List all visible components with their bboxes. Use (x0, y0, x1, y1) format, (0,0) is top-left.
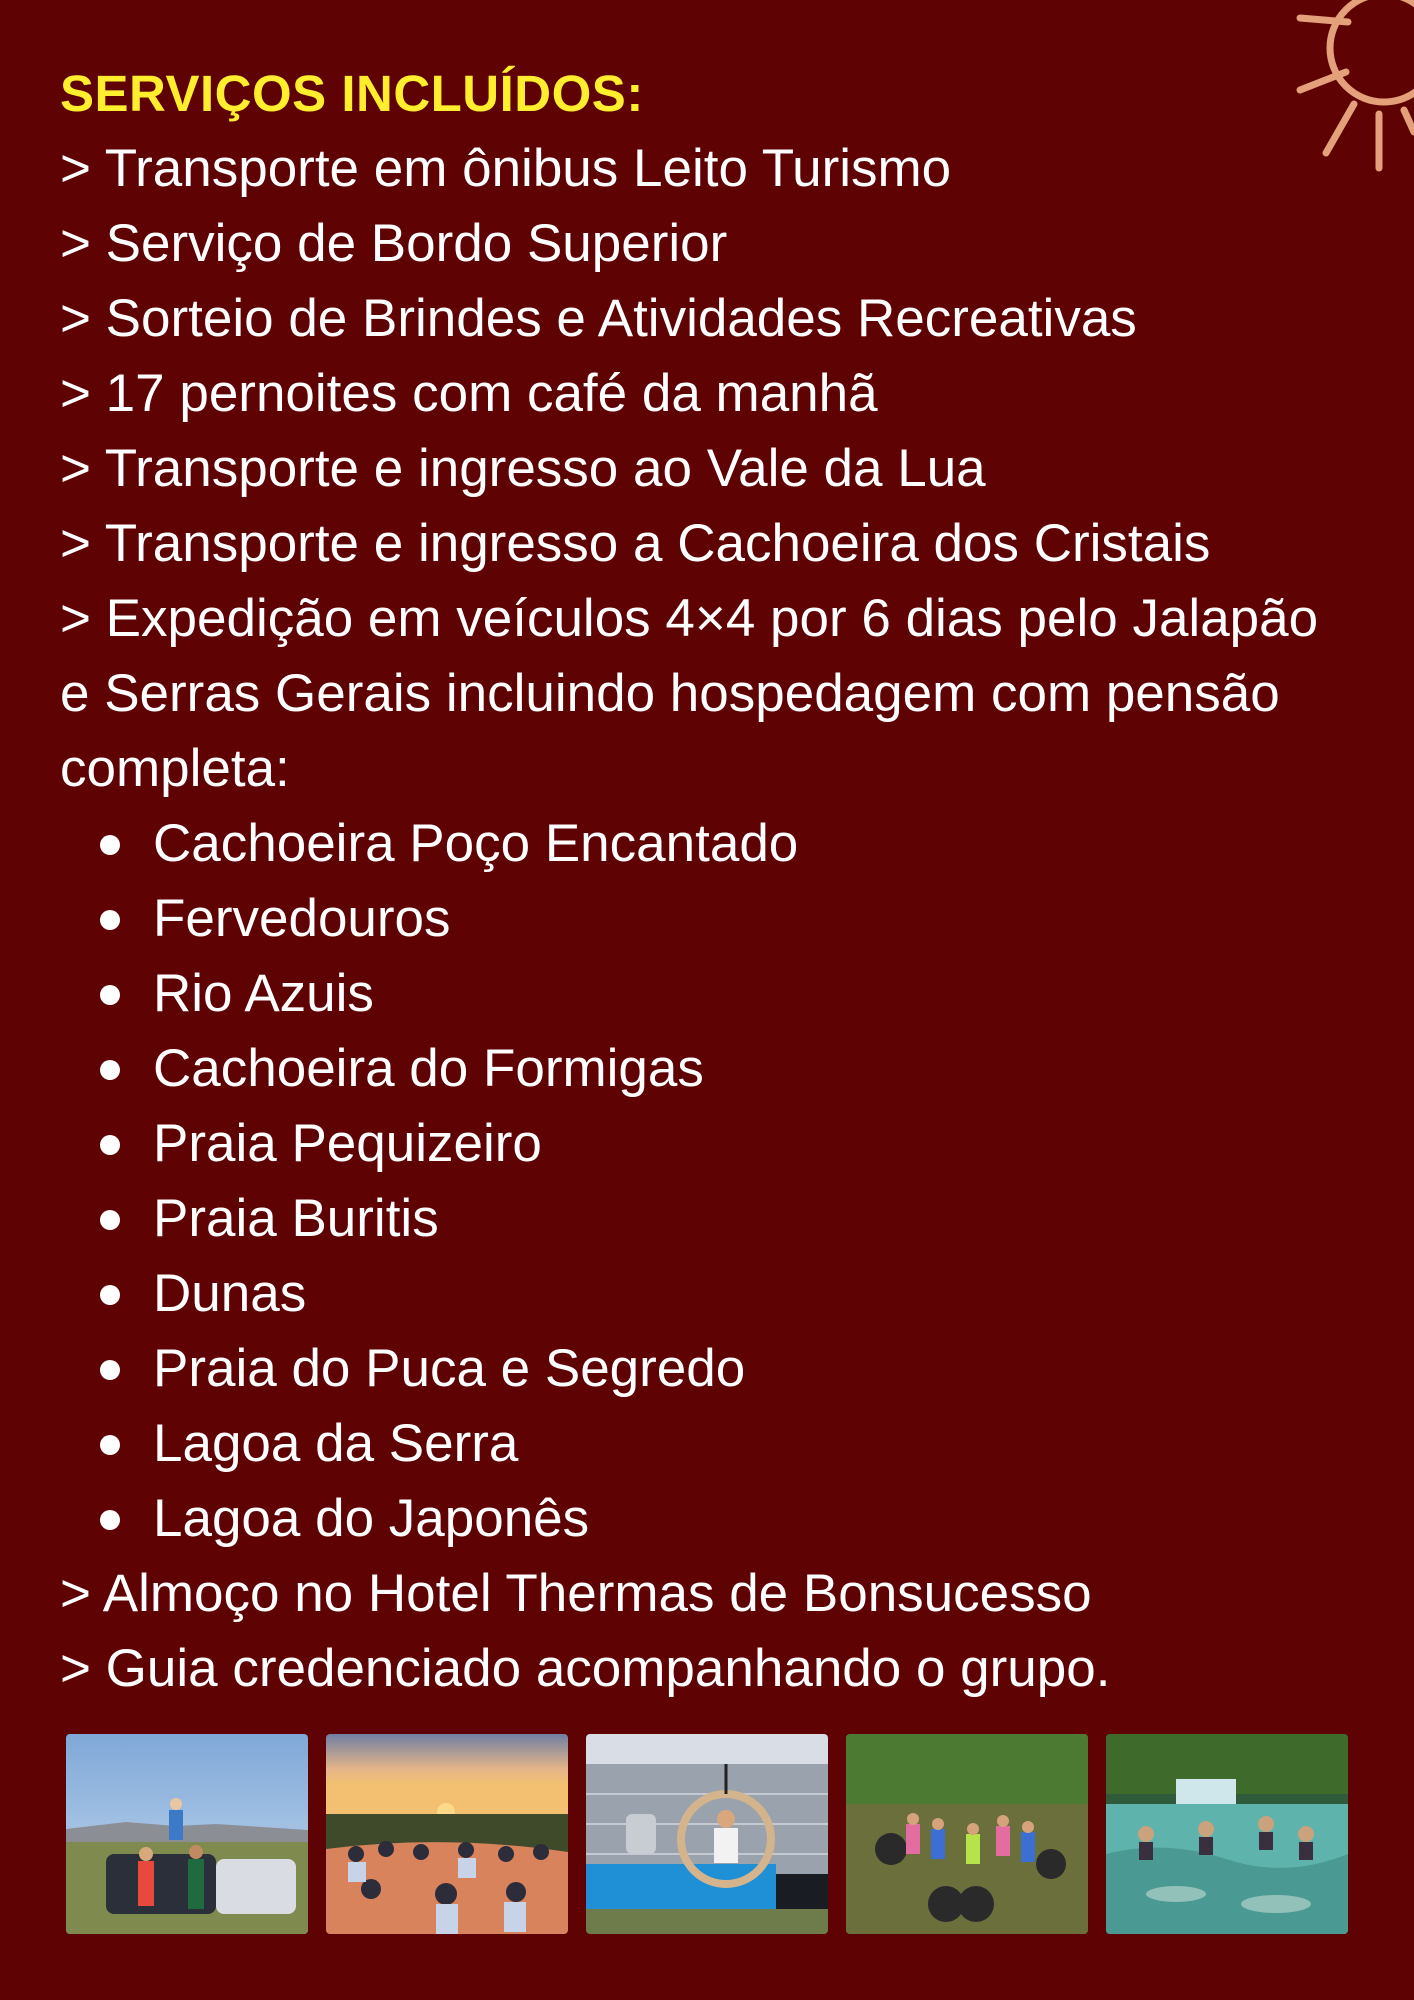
photo-hanging-chair (586, 1734, 828, 1934)
service-item: > 17 pernoites com café da manhã (60, 364, 878, 423)
place-label: Lagoa da Serra (153, 1414, 519, 1473)
section-heading: SERVIÇOS INCLUÍDOS: (60, 65, 644, 122)
services-list-bottom (60, 1556, 1360, 1706)
bullet-icon (100, 1135, 120, 1155)
expedition-places-list (60, 806, 1360, 1556)
list-item (60, 1481, 1360, 1556)
service-item: > Serviço de Bordo Superior (60, 214, 728, 273)
services-section (60, 56, 1360, 1706)
service-item: > Transporte e ingresso a Cachoeira dos Cristais (60, 514, 1211, 573)
service-item: > Almoço no Hotel Thermas de Bonsucesso (60, 1564, 1092, 1623)
bullet-icon (100, 1285, 120, 1305)
photo-sunset-dunes (326, 1734, 568, 1934)
list-item (60, 956, 1360, 1031)
place-label: Fervedouros (153, 889, 451, 948)
photo-group-car (66, 1734, 308, 1934)
place-label: Praia Buritis (153, 1189, 439, 1248)
list-item (60, 806, 1360, 881)
service-item: > Transporte em ônibus Leito Turismo (60, 139, 952, 198)
place-label: Praia Pequizeiro (153, 1114, 542, 1173)
service-item: > Guia credenciado acompanhando o grupo. (60, 1639, 1111, 1698)
photo-strip (66, 1734, 1348, 1934)
list-item (60, 1181, 1360, 1256)
bullet-icon (100, 910, 120, 930)
bullet-icon (100, 1510, 120, 1530)
place-label: Cachoeira do Formigas (153, 1039, 704, 1098)
list-item (60, 1106, 1360, 1181)
list-item (60, 1331, 1360, 1406)
bullet-icon (100, 1060, 120, 1080)
place-label: Rio Azuis (153, 964, 374, 1023)
place-label: Dunas (153, 1264, 307, 1323)
list-item (60, 1406, 1360, 1481)
place-label: Praia do Puca e Segredo (153, 1339, 746, 1398)
photo-crystal-water (1106, 1734, 1348, 1934)
list-item (60, 1031, 1360, 1106)
service-item: > Sorteio de Brindes e Atividades Recreativas (60, 289, 1137, 348)
bullet-icon (100, 1210, 120, 1230)
list-item (60, 1256, 1360, 1331)
services-list-top (60, 131, 1360, 581)
expedition-description: > Expedição em veículos 4×4 por 6 dias pelo Jalapão e Serras Gerais incluindo hospedagem com pensão completa: (60, 589, 1319, 798)
bullet-icon (100, 835, 120, 855)
photo-river-tubes (846, 1734, 1088, 1934)
service-item: > Transporte e ingresso ao Vale da Lua (60, 439, 986, 498)
place-label: Lagoa do Japonês (153, 1489, 590, 1548)
place-label: Cachoeira Poço Encantado (153, 814, 799, 873)
bullet-icon (100, 1435, 120, 1455)
bullet-icon (100, 1360, 120, 1380)
bullet-icon (100, 985, 120, 1005)
list-item (60, 881, 1360, 956)
